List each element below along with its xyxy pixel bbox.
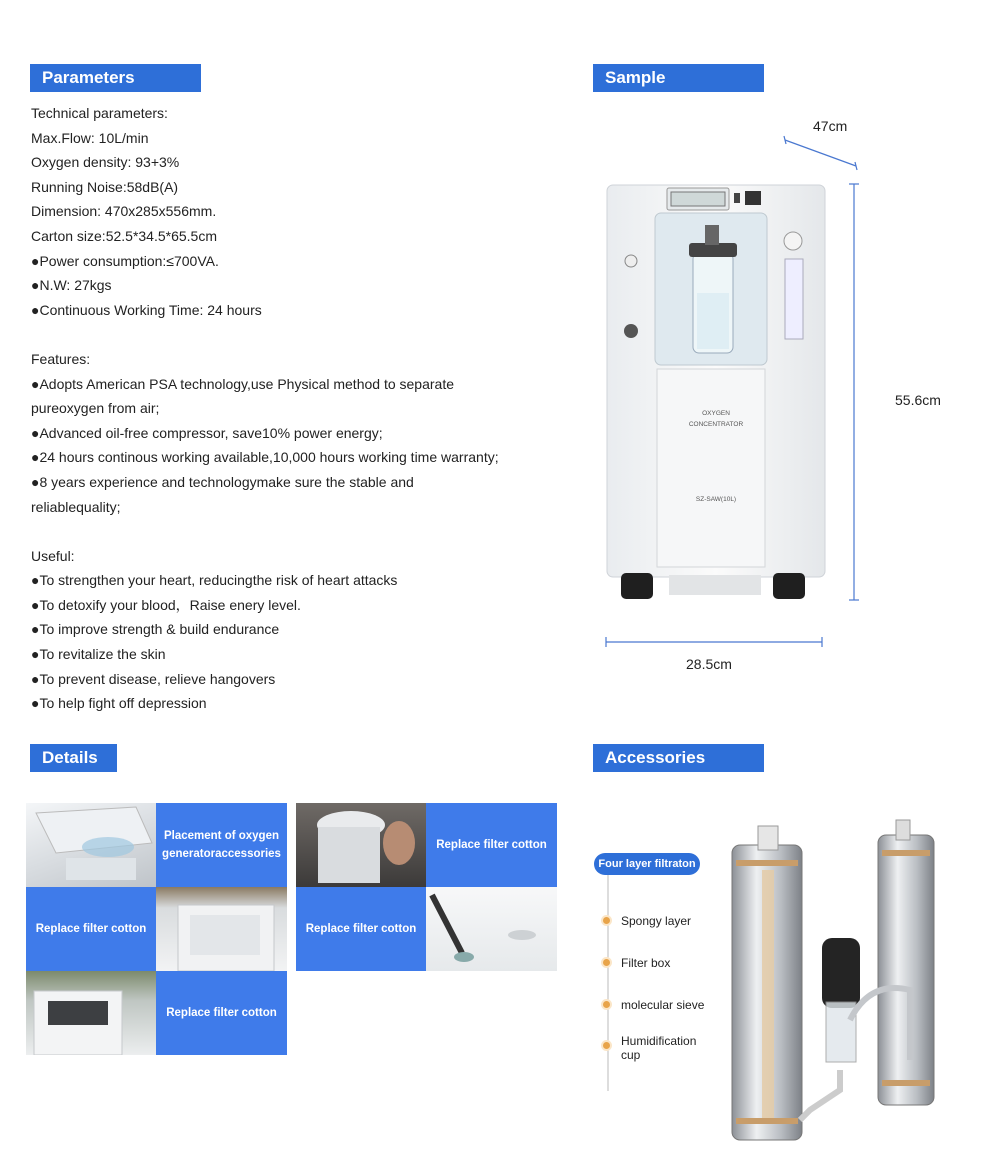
features-title: Features: (31, 350, 91, 367)
details-caption: Replace filter cotton (156, 971, 287, 1055)
spec-line: ●Continuous Working Time: 24 hours (31, 301, 262, 318)
useful-line: ●To revitalize the skin (31, 646, 166, 663)
four-layer-badge: Four layer filtraton (594, 853, 700, 875)
photo-open-lid (26, 803, 156, 887)
details-header: Details (30, 744, 117, 772)
accessory-filter-box: Filter box (621, 956, 671, 970)
device-label: CONCENTRATOR (688, 421, 744, 428)
bullet-dot (603, 1001, 610, 1008)
useful-line: ●To detoxify your blood，Raise enery level. (31, 596, 301, 613)
accessory-molecular-sieve: molecular sieve (621, 998, 705, 1012)
photo-remove-filter (26, 971, 156, 1055)
spec-line: Carton size:52.5*34.5*65.5cm (31, 227, 217, 244)
parameters-header: Parameters (30, 64, 201, 92)
details-caption: Replace filter cotton (296, 887, 426, 971)
accessory-spongy-layer: Spongy layer (621, 914, 692, 928)
spec-line: ●Power consumption:≤700VA. (31, 252, 219, 269)
details-caption: Placement of oxygen generatoraccessories (156, 803, 287, 887)
useful-line: ●To help fight off depression (31, 695, 207, 712)
details-caption: Replace filter cotton (26, 887, 156, 971)
useful-line: ●To improve strength & build endurance (31, 621, 280, 638)
bullet-dot (603, 959, 610, 966)
accessory-connector-line (606, 875, 610, 1091)
useful-line: ●To prevent disease, relieve hangovers (31, 670, 276, 687)
feature-line: ●Adopts American PSA technology,use Physical method to separate pureoxygen from air; (31, 375, 454, 417)
sample-header: Sample (593, 64, 764, 92)
feature-line: ●Advanced oil-free compressor, save10% power energy; (31, 424, 383, 441)
spec-line: Running Noise:58dB(A) (31, 178, 179, 195)
spec-line: Oxygen density: 93+3% (31, 154, 180, 171)
bullet-dot (603, 917, 610, 924)
useful-line: ●To strengthen your heart, reducingthe risk of heart attacks (31, 572, 398, 589)
photo-filter-cup (296, 803, 426, 887)
spec-line: Dimension: 470x285x556mm. (31, 203, 217, 220)
spec-line: Max.Flow: 10L/min (31, 129, 149, 146)
technical-title: Technical parameters: (31, 105, 168, 121)
accessories-header: Accessories (593, 744, 764, 772)
feature-line: ●24 hours continous working available,10,000 hours working time warranty; (31, 449, 499, 466)
feature-line: ●8 years experience and technologymake sure the stable and reliablequality; (31, 473, 414, 515)
height-label: 55.6cm (895, 392, 941, 408)
bullet-dot (603, 1042, 610, 1049)
useful-title: Useful: (31, 547, 75, 564)
details-caption: Replace filter cotton (426, 803, 557, 887)
oxygen-concentrator-image (605, 183, 827, 603)
device-model: SZ-SAW(10L) (695, 496, 737, 503)
photo-filter-tool (426, 887, 557, 971)
depth-label: 47cm (813, 118, 848, 134)
width-label: 28.5cm (686, 656, 732, 672)
accessory-humidification-cup: Humidification cup (621, 1034, 697, 1062)
spec-line: ●N.W: 27kgs (31, 277, 112, 294)
molecular-sieve-image (700, 790, 950, 1150)
photo-filter-compartment (156, 887, 287, 971)
device-label: OXYGEN (702, 410, 730, 417)
